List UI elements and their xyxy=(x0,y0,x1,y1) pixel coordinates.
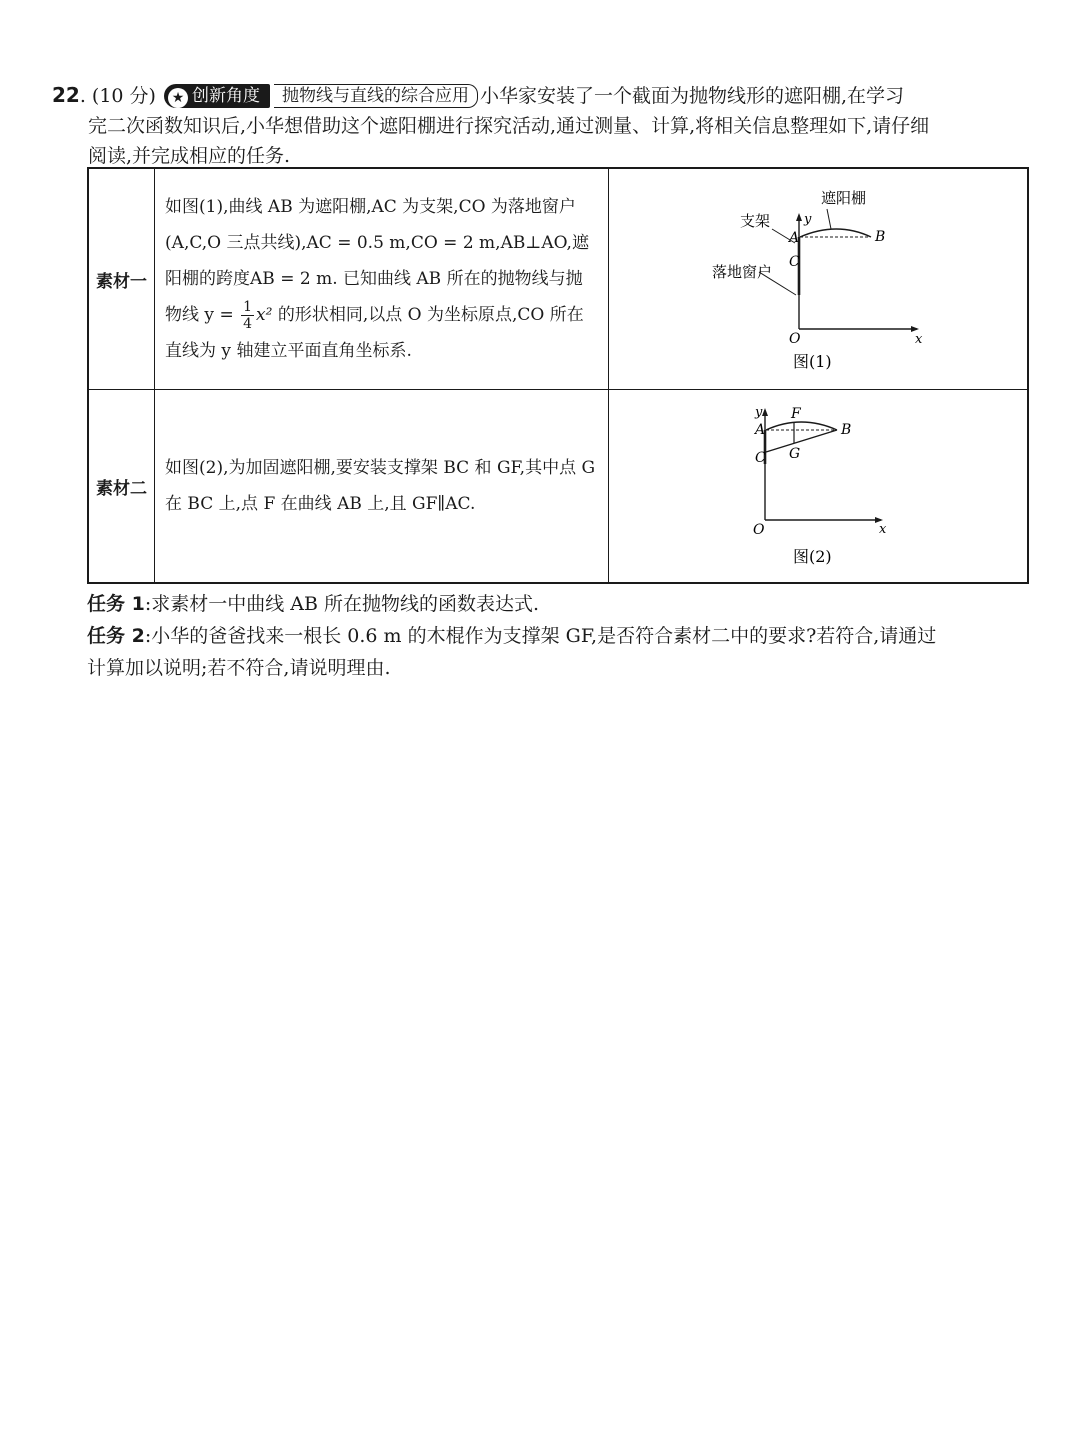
material-2-label: 素材二 xyxy=(88,390,155,584)
fig1-awning-leader xyxy=(827,209,831,229)
fig2-point-f: F xyxy=(790,406,801,422)
fraction-one-quarter xyxy=(241,299,254,332)
materials-table xyxy=(87,167,1029,584)
fraction-denominator: 4 xyxy=(243,316,253,332)
task-2-label: 任务 2 xyxy=(87,625,145,647)
fig1-axis-x-label: x xyxy=(914,332,923,347)
fig2-y-arrow-icon xyxy=(762,408,768,416)
tasks-section xyxy=(87,588,1032,684)
fig1-point-o: O xyxy=(788,331,801,347)
figure-1-cell xyxy=(608,168,1028,390)
fig2-point-c: C xyxy=(754,450,766,466)
fraction-numerator: 1 xyxy=(243,299,253,315)
task-1-text: :求素材一中曲线 AB 所在抛物线的函数表达式. xyxy=(144,593,540,615)
material-1-text-after: 的形状相同,以点 O 为坐标原点,CO 所在直线为 y 轴建立平面直角坐标系. xyxy=(165,305,584,361)
problem-statement xyxy=(52,80,1032,171)
material-1-label: 素材一 xyxy=(88,168,155,390)
innovation-badge xyxy=(164,84,270,108)
task-2 xyxy=(87,620,1032,652)
badge-label: 创新角度 xyxy=(192,86,261,106)
figure-2 xyxy=(609,390,1027,578)
task-2-line-1: :小华的爸爸找来一根长 0.6 m 的木棍作为支撑架 GF,是否符合素材二中的要求?若符合,请通过 xyxy=(144,625,937,647)
fig2-point-o: O xyxy=(752,522,765,538)
fig2-awning-curve xyxy=(766,422,837,430)
fig2-point-a: A xyxy=(754,422,766,438)
material-1-text-before: 如图(1),曲线 AB 为遮阳棚,AC 为支架,CO 为落地窗户(A,C,O 三点共线),AC = 0.5 m,CO = 2 m,AB⊥AO,遮阳棚的跨度AB = 2 m. 已知曲线 AB 所在的抛物线与抛物线 y = xyxy=(165,197,589,325)
fig2-axis-y-label: y xyxy=(754,405,763,420)
intro-line-3: 阅读,并完成相应的任务. xyxy=(88,145,291,167)
intro-line-1: 小华家安装了一个截面为抛物线形的遮阳棚,在学习 xyxy=(480,85,905,107)
fig1-caption: 图(1) xyxy=(792,352,832,371)
star-icon: ★ xyxy=(168,88,188,108)
material-1-row xyxy=(88,168,1028,390)
material-2-text: 如图(2),为加固遮阳棚,要安装支撑架 BC 和 GF,其中点 G 在 BC 上,点 F 在曲线 AB 上,且 GF∥AC. xyxy=(155,390,609,584)
fig1-point-c: C xyxy=(788,254,800,270)
fig1-point-a: A xyxy=(788,230,800,246)
fig1-point-b: B xyxy=(874,229,886,245)
x-squared: x² xyxy=(256,305,273,325)
task-2-continued: 计算加以说明;若不符合,请说明理由. xyxy=(87,657,391,679)
problem-score: . (10 分) xyxy=(79,85,156,107)
fig1-awning-curve xyxy=(800,229,871,237)
topic-tag: 抛物线与直线的综合应用 xyxy=(274,84,478,108)
figure-1 xyxy=(609,169,1027,385)
material-2-row xyxy=(88,390,1028,584)
fig2-segment-bc xyxy=(766,430,837,452)
intro-line-2: 完二次函数知识后,小华想借助这个遮阳棚进行探究活动,通过测量、计算,将相关信息整理如下,请仔细 xyxy=(88,115,930,137)
fig1-label-window: 落地窗户 xyxy=(711,263,772,281)
fig1-y-arrow-icon xyxy=(796,213,802,221)
problem-number: 22 xyxy=(52,83,80,107)
material-1-text xyxy=(155,168,609,390)
fig2-axis-x-label: x xyxy=(878,522,887,537)
fig1-label-awning: 遮阳棚 xyxy=(820,189,866,207)
fig2-caption: 图(2) xyxy=(792,547,832,566)
problem-header xyxy=(52,80,1032,111)
task-1-label: 任务 1 xyxy=(87,593,145,615)
fig2-point-g: G xyxy=(788,446,801,462)
task-1 xyxy=(87,588,1032,620)
fig1-label-support: 支架 xyxy=(739,212,770,230)
fig2-point-b: B xyxy=(840,422,852,438)
fig1-axis-y-label: y xyxy=(803,212,812,227)
figure-2-cell xyxy=(608,390,1028,584)
